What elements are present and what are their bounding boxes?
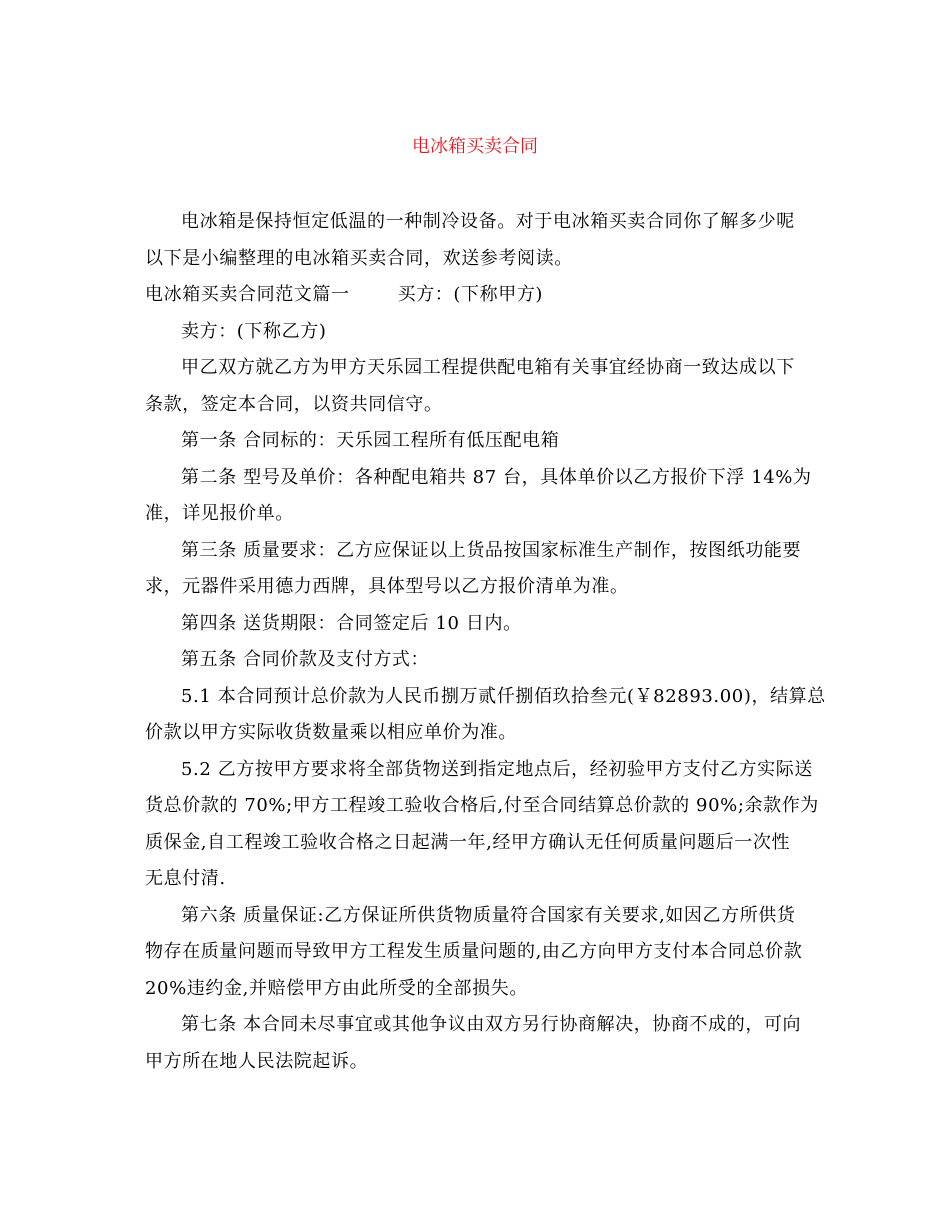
article-1: 第一条 合同标的：天乐园工程所有低压配电箱 xyxy=(181,430,560,451)
article-7-line: 甲方所在地人民法院起诉。 xyxy=(145,1050,369,1072)
article-4: 第四条 送货期限：合同签定后 10 日内。 xyxy=(181,612,522,634)
article-3-line: 求，元器件采用德力西牌，具体型号以乙方报价清单为准。 xyxy=(145,576,629,597)
article-2-line: 第二条 型号及单价：各种配电箱共 87 台，具体单价以乙方报价下浮 14%为 xyxy=(181,466,812,488)
article-5: 第五条 合同价款及支付方式： xyxy=(181,649,430,670)
intro-line: 以下是小编整理的电冰箱买卖合同，欢送参考阅读。 xyxy=(145,247,573,269)
preamble-line: 条款，签定本合同，以资共同信守。 xyxy=(145,393,443,415)
document-title: 电冰箱买卖合同 xyxy=(412,136,538,157)
article-6-line: 20%违约金,并赔偿甲方由此所受的全部损失。 xyxy=(145,977,528,999)
clause-5-2-line: 无息付清. xyxy=(145,868,226,889)
preamble-line: 甲乙双方就乙方为甲方天乐园工程提供配电箱有关事宜经协商一致达成以下 xyxy=(181,357,795,378)
buyer-label: 买方：(下称甲方) xyxy=(397,284,544,305)
article-6-line: 物存在质量问题而导致甲方工程发生质量问题的,由乙方向甲方支付本合同总价款 xyxy=(145,941,803,962)
clause-5-2-line: 5.2 乙方按甲方要求将全部货物送到指定地点后，经初验甲方支付乙方实际送 xyxy=(181,758,813,780)
section-heading xyxy=(145,277,817,314)
clause-5-1-line: 5.1 本合同预计总价款为人民币捌万贰仟捌佰玖拾叁元(￥82893.00)，结算总 xyxy=(181,685,826,707)
document-body xyxy=(145,204,826,1080)
seller-label: 卖方：(下称乙方) xyxy=(181,320,327,342)
article-2-line: 准，详见报价单。 xyxy=(145,503,294,524)
clause-5-1-line: 价款以甲方实际收货数量乘以相应单价为准。 xyxy=(145,722,517,743)
article-7-line: 第七条 本合同未尽事宜或其他争议由双方另行协商解决，协商不成的，可向 xyxy=(181,1014,802,1035)
clause-5-2-line: 货总价款的 70%;甲方工程竣工验收合格后,付至合同结算总价款的 90%;余款作为 xyxy=(145,795,819,816)
article-3-line: 第三条 质量要求：乙方应保证以上货品按国家标准生产制作，按图纸功能要 xyxy=(181,539,802,561)
article-6-line: 第六条 质量保证:乙方保证所供货物质量符合国家有关要求,如因乙方所供货 xyxy=(181,904,796,926)
clause-5-2-line: 质保金,自工程竣工验收合格之日起满一年,经甲方确认无任何质量问题后一次性 xyxy=(145,831,791,853)
section-heading-title: 电冰箱买卖合同范文篇一 xyxy=(145,284,350,305)
intro-line: 电冰箱是保持恒定低温的一种制冷设备。对于电冰箱买卖合同你了解多少呢 xyxy=(181,211,795,232)
